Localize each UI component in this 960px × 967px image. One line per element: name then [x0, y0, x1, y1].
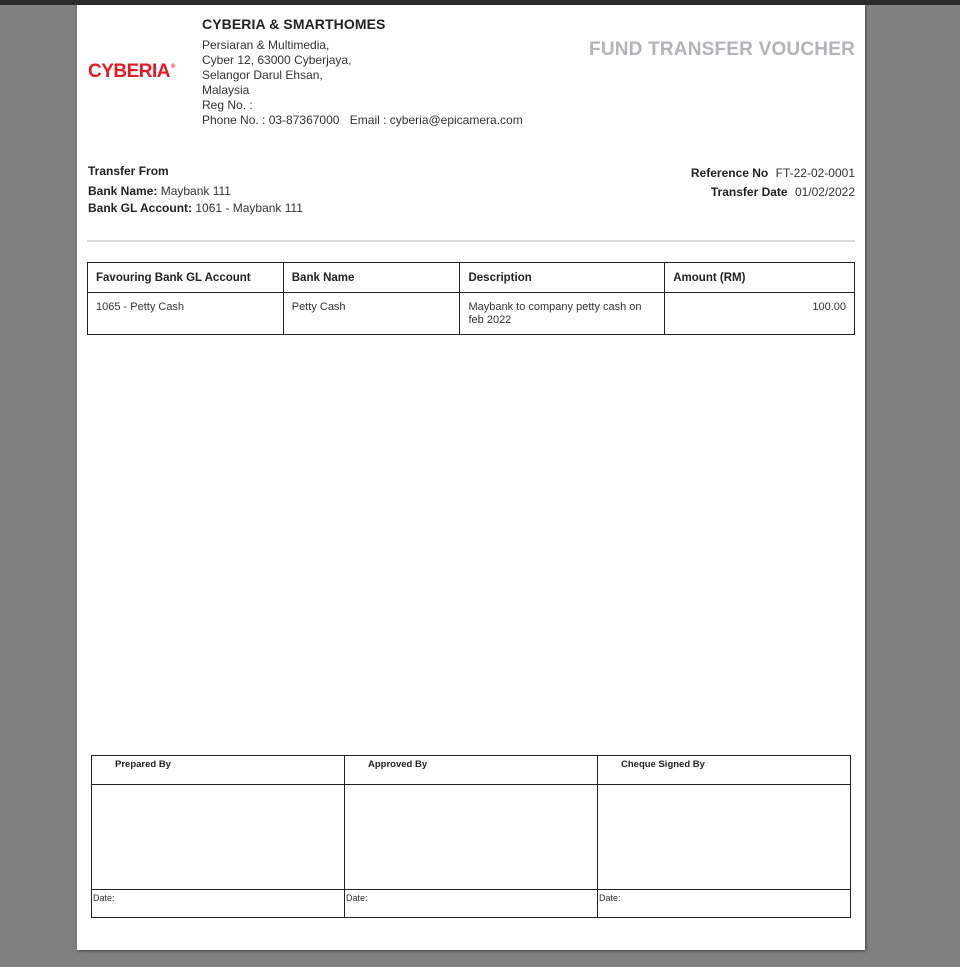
cheque-signed-by-signature-box: [598, 785, 851, 890]
transfer-date-label: Transfer Date: [710, 185, 788, 199]
address-line: Selangor Darul Ehsan,: [202, 68, 323, 82]
approved-by-signature-box: [345, 785, 598, 890]
gl-account-row: [88, 200, 303, 217]
approved-by-header: Approved By: [345, 756, 598, 785]
bank-name-row: [88, 183, 303, 200]
bank-name-value: Maybank 111: [160, 184, 231, 198]
cell-description: Maybank to company petty cash on feb 2022: [460, 293, 665, 335]
transfer-from-heading: Transfer From: [88, 164, 169, 178]
cheque-signed-by-header: Cheque Signed By: [598, 756, 851, 785]
transfer-items-table: [87, 262, 855, 335]
column-header-bank-name: Bank Name: [283, 263, 460, 293]
table-header-row: [88, 263, 855, 293]
cell-gl-account: 1065 - Petty Cash: [88, 293, 284, 335]
company-logo: CYBERIA®: [88, 61, 175, 82]
reference-label: Reference No: [690, 166, 769, 180]
voucher-page: [77, 5, 865, 950]
column-header-description: Description: [460, 263, 665, 293]
table-row: [88, 293, 855, 335]
approved-by-date: Date:: [345, 890, 598, 918]
prepared-by-signature-box: [92, 785, 345, 890]
transfer-date-row: [691, 183, 855, 202]
contact-line: [202, 113, 530, 128]
address-line: Cyber 12, 63000 Cyberjaya,: [202, 53, 352, 67]
prepared-by-date: Date:: [92, 890, 345, 918]
signature-date-row: [92, 890, 851, 918]
signature-area-row: [92, 785, 851, 890]
transfer-from-section: [88, 164, 303, 217]
gl-account-label: Bank GL Account:: [88, 201, 193, 215]
company-name: CYBERIA & SMARTHOMES: [202, 16, 386, 32]
company-details: [202, 16, 530, 128]
registration-number: Reg No. :: [202, 98, 253, 112]
address-line: Persiaran & Multimedia,: [202, 38, 330, 52]
prepared-by-header: Prepared By: [92, 756, 345, 785]
section-divider: [87, 240, 855, 242]
cheque-signed-by-date: Date:: [598, 890, 851, 918]
signature-table: [91, 755, 851, 918]
bank-name-label: Bank Name:: [88, 184, 158, 198]
address-line: Malaysia: [202, 83, 250, 97]
column-header-gl-account: Favouring Bank GL Account: [88, 263, 284, 293]
reference-value: FT-22-02-0001: [775, 166, 855, 180]
gl-account-value: 1061 - Maybank 111: [195, 201, 303, 215]
email-address: Email : cyberia@epicamera.com: [349, 113, 523, 127]
reference-row: [691, 164, 855, 183]
transfer-date-value: 01/02/2022: [794, 185, 855, 199]
column-header-amount: Amount (RM): [665, 263, 855, 293]
reference-section: [691, 164, 855, 202]
document-title: FUND TRANSFER VOUCHER: [589, 39, 855, 60]
cell-bank-name: Petty Cash: [283, 293, 460, 335]
cell-amount: 100.00: [665, 293, 855, 335]
signature-header-row: [92, 756, 851, 785]
phone-number: Phone No. : 03-87367000: [202, 113, 340, 127]
